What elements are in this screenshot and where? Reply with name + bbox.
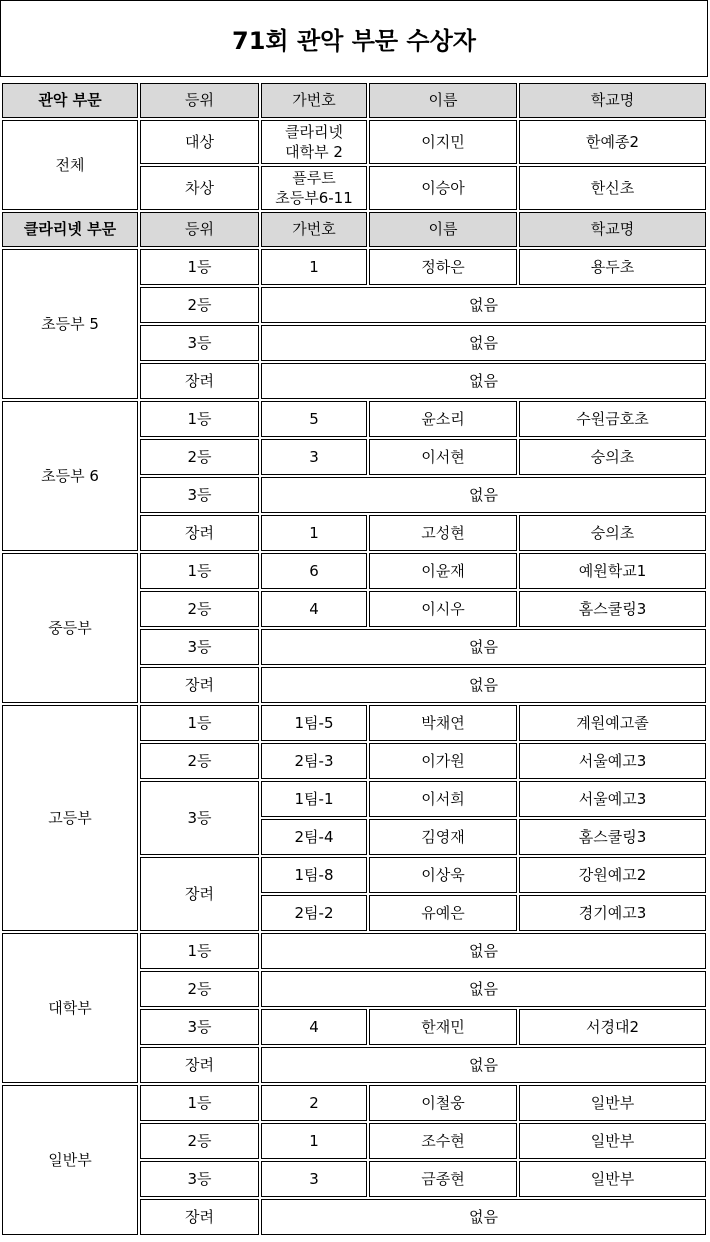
rank-cell: 2등 xyxy=(140,591,259,627)
school-name-cell: 홈스쿨링3 xyxy=(519,591,706,627)
entry-number-cell: 1 xyxy=(261,515,367,551)
rank-cell: 3등 xyxy=(140,781,259,855)
winner-name-cell: 윤소리 xyxy=(369,401,517,437)
rank-cell: 장려 xyxy=(140,1047,259,1083)
no-winner-cell: 없음 xyxy=(261,1047,706,1083)
school-name-cell: 서울예고3 xyxy=(519,743,706,779)
school-name-cell: 예원학교1 xyxy=(519,553,706,589)
entry-number-cell: 1 xyxy=(261,1123,367,1159)
table-row xyxy=(2,249,706,285)
winner-name-cell: 이상욱 xyxy=(369,857,517,893)
winner-name-cell: 유예은 xyxy=(369,895,517,931)
rank-cell: 3등 xyxy=(140,629,259,665)
column-header: 가번호 xyxy=(261,212,367,247)
rank-cell: 2등 xyxy=(140,971,259,1007)
entry-number-cell: 2 xyxy=(261,1085,367,1121)
school-name-cell: 숭의초 xyxy=(519,515,706,551)
rank-cell: 장려 xyxy=(140,1199,259,1235)
rank-cell: 2등 xyxy=(140,743,259,779)
table-row xyxy=(2,933,706,969)
table-row xyxy=(2,120,706,164)
rank-cell: 차상 xyxy=(140,166,259,210)
division-cell: 고등부 xyxy=(2,705,138,931)
table-row xyxy=(2,553,706,589)
no-winner-cell: 없음 xyxy=(261,971,706,1007)
no-winner-cell: 없음 xyxy=(261,1199,706,1235)
rank-cell: 2등 xyxy=(140,1123,259,1159)
column-header: 이름 xyxy=(369,83,517,118)
winner-name-cell: 금종현 xyxy=(369,1161,517,1197)
rank-cell: 장려 xyxy=(140,857,259,931)
school-name-cell: 일반부 xyxy=(519,1161,706,1197)
rank-cell: 1등 xyxy=(140,401,259,437)
column-header: 등위 xyxy=(140,83,259,118)
entry-number-cell: 플루트 초등부6-11 xyxy=(261,166,367,210)
winner-name-cell: 이윤재 xyxy=(369,553,517,589)
winner-name-cell: 이가원 xyxy=(369,743,517,779)
rank-cell: 장려 xyxy=(140,667,259,703)
no-winner-cell: 없음 xyxy=(261,287,706,323)
rank-cell: 3등 xyxy=(140,1161,259,1197)
rank-cell: 3등 xyxy=(140,1009,259,1045)
rank-cell: 2등 xyxy=(140,439,259,475)
school-name-cell: 일반부 xyxy=(519,1085,706,1121)
no-winner-cell: 없음 xyxy=(261,667,706,703)
entry-number-cell: 1팀-5 xyxy=(261,705,367,741)
entry-number-cell: 2팀-3 xyxy=(261,743,367,779)
rank-cell: 장려 xyxy=(140,363,259,399)
school-name-cell: 강원예고2 xyxy=(519,857,706,893)
school-name-cell: 서경대2 xyxy=(519,1009,706,1045)
table-row xyxy=(2,1085,706,1121)
entry-number-cell: 1팀-8 xyxy=(261,857,367,893)
winner-name-cell: 이서현 xyxy=(369,439,517,475)
winner-name-cell: 조수현 xyxy=(369,1123,517,1159)
division-cell: 초등부 5 xyxy=(2,249,138,399)
entry-number-cell: 2팀-2 xyxy=(261,895,367,931)
column-header: 이름 xyxy=(369,212,517,247)
school-name-cell: 한신초 xyxy=(519,166,706,210)
entry-number-cell: 2팀-4 xyxy=(261,819,367,855)
school-name-cell: 일반부 xyxy=(519,1123,706,1159)
school-name-cell: 서울예고3 xyxy=(519,781,706,817)
section-header-title: 관악 부문 xyxy=(2,83,138,118)
entry-number-cell: 3 xyxy=(261,1161,367,1197)
winner-name-cell: 한재민 xyxy=(369,1009,517,1045)
school-name-cell: 수원금호초 xyxy=(519,401,706,437)
rank-cell: 3등 xyxy=(140,477,259,513)
entry-number-cell: 4 xyxy=(261,1009,367,1045)
awards-table-body xyxy=(2,83,706,1235)
entry-number-cell: 1팀-1 xyxy=(261,781,367,817)
page-title: 71회 관악 부문 수상자 xyxy=(0,0,708,77)
rank-cell: 1등 xyxy=(140,249,259,285)
school-name-cell: 숭의초 xyxy=(519,439,706,475)
no-winner-cell: 없음 xyxy=(261,363,706,399)
winner-name-cell: 이승아 xyxy=(369,166,517,210)
section-header-row xyxy=(2,212,706,247)
rank-cell: 1등 xyxy=(140,553,259,589)
winner-name-cell: 김영재 xyxy=(369,819,517,855)
entry-number-cell: 5 xyxy=(261,401,367,437)
winner-name-cell: 정하은 xyxy=(369,249,517,285)
division-cell: 중등부 xyxy=(2,553,138,703)
school-name-cell: 경기예고3 xyxy=(519,895,706,931)
section-header-row xyxy=(2,83,706,118)
rank-cell: 3등 xyxy=(140,325,259,361)
no-winner-cell: 없음 xyxy=(261,325,706,361)
winner-name-cell: 박채연 xyxy=(369,705,517,741)
rank-cell: 1등 xyxy=(140,933,259,969)
winner-name-cell: 이서희 xyxy=(369,781,517,817)
division-cell: 일반부 xyxy=(2,1085,138,1235)
entry-number-cell: 6 xyxy=(261,553,367,589)
school-name-cell: 한예종2 xyxy=(519,120,706,164)
no-winner-cell: 없음 xyxy=(261,933,706,969)
awards-table xyxy=(0,81,708,1237)
winner-name-cell: 이시우 xyxy=(369,591,517,627)
rank-cell: 2등 xyxy=(140,287,259,323)
column-header: 가번호 xyxy=(261,83,367,118)
column-header: 등위 xyxy=(140,212,259,247)
winner-name-cell: 이철웅 xyxy=(369,1085,517,1121)
table-row xyxy=(2,705,706,741)
division-cell: 전체 xyxy=(2,120,138,210)
school-name-cell: 계원예고졸 xyxy=(519,705,706,741)
entry-number-cell: 3 xyxy=(261,439,367,475)
section-header-title: 클라리넷 부문 xyxy=(2,212,138,247)
no-winner-cell: 없음 xyxy=(261,629,706,665)
entry-number-cell: 1 xyxy=(261,249,367,285)
rank-cell: 1등 xyxy=(140,1085,259,1121)
division-cell: 초등부 6 xyxy=(2,401,138,551)
rank-cell: 1등 xyxy=(140,705,259,741)
rank-cell: 대상 xyxy=(140,120,259,164)
column-header: 학교명 xyxy=(519,212,706,247)
rank-cell: 장려 xyxy=(140,515,259,551)
winner-name-cell: 이지민 xyxy=(369,120,517,164)
entry-number-cell: 4 xyxy=(261,591,367,627)
entry-number-cell: 클라리넷 대학부 2 xyxy=(261,120,367,164)
school-name-cell: 홈스쿨링3 xyxy=(519,819,706,855)
column-header: 학교명 xyxy=(519,83,706,118)
division-cell: 대학부 xyxy=(2,933,138,1083)
awards-table-wrapper xyxy=(0,81,708,1237)
school-name-cell: 용두초 xyxy=(519,249,706,285)
winner-name-cell: 고성현 xyxy=(369,515,517,551)
no-winner-cell: 없음 xyxy=(261,477,706,513)
table-row xyxy=(2,401,706,437)
